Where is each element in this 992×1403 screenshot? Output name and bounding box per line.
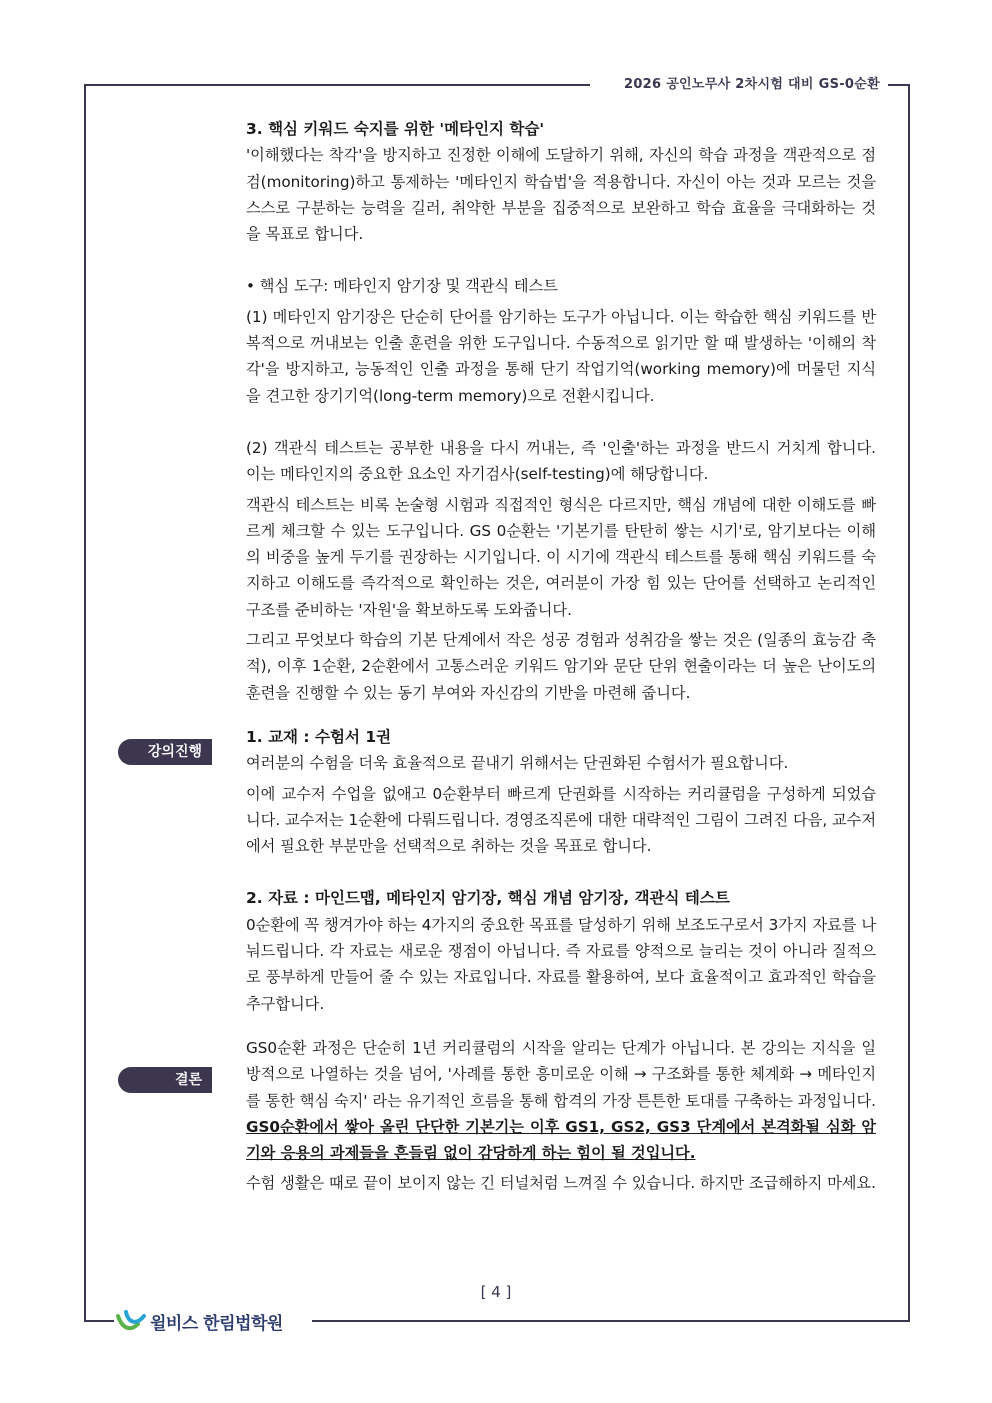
conclusion-text: GS0순환 과정은 단순히 1년 커리큘럼의 시작을 알리는 단계가 아닙니다. 본 강의는 지식을 일방적으로 나열하는 것을 넘어, '사례를 통한 흥미로운 이해 → 구조화를 통한 체계화 → 메타인지를 통한 핵심 숙지' 라는 유기적인 흐름을 통해 합격의 가장 튼튼한 토대를 구축하는 과정입니다. (246, 1038, 876, 1110)
frame-bottom-left (84, 1320, 114, 1322)
conclusion-para1 (246, 1035, 876, 1166)
footer-logo (116, 1306, 283, 1336)
section3-para: '이해했다는 착각'을 방지하고 진정한 이해에 도달하기 위해, 자신의 학습 과정을 객관적으로 점검(monitoring)하고 통제하는 '메타인지 학습법'을 적용합니다. 자신이 아는 것과 모르는 것을 스스로 구분하는 능력을 길러, 취약한 부분을 집중적으로 보완하고 학습 효율을 극대화하는 것을 목표로 합니다. (246, 146, 876, 244)
tool2-para: (2) 객관식 테스트는 공부한 내용을 다시 꺼내는, 즉 '인출'하는 과정을 반드시 거치게 합니다. 이는 메타인지의 중요한 요소인 자기검사(self-testing)에 해당합니다. (246, 438, 876, 484)
conclusion-emphasis: GS0순환에서 쌓아 올린 단단한 기본기는 이후 GS1, GS2, GS3 단계에서 본격화될 심화 암기와 응용의 과제들을 흔들림 없이 감당하게 하는 힘이 될 것입니다. (246, 1117, 876, 1163)
frame-bottom-right (312, 1320, 910, 1322)
lecture-item1-para1: 여러분의 수험을 더욱 효율적으로 끝내기 위해서는 단권화된 수험서가 필요합니다. (246, 754, 789, 773)
lecture-item1-title: 1. 교재 : 수험서 1권 (246, 727, 392, 746)
section3-title: 3. 핵심 키워드 숙지를 위한 '메타인지 학습' (246, 120, 545, 138)
lecture-item2-title: 2. 자료 : 마인드맵, 메타인지 암기장, 핵심 개념 암기장, 객관식 테스트 (246, 889, 730, 908)
page-number: [ 4 ] (480, 1283, 512, 1301)
conclusion-label: 결론 (118, 1067, 212, 1093)
conclusion-para2: 수험 생활은 때로 끝이 보이지 않는 긴 터널처럼 느껴질 수 있습니다. 하지만 조급해하지 마세요. (246, 1174, 876, 1193)
lecture-item1-para2: 이에 교수저 수업을 없애고 0순환부터 빠르게 단권화를 시작하는 커리큘럼을 구성하게 되었습니다. 교수저는 1순환에 다뤄드립니다. 경영조직론에 대한 대략적인 그림이 그려진 다음, 교수저에서 필요한 부분만을 선택적으로 취하는 것을 목표로 합니다. (246, 784, 876, 856)
lecture-item2-para: 0순환에 꼭 챙겨가야 하는 4가지의 중요한 목표를 달성하기 위해 보조도구로서 3가지 자료를 나눠드립니다. 각 자료는 새로운 쟁점이 아닙니다. 즉 자료를 양적으로 늘리는 것이 아니라 질적으로 풍부하게 만들어 줄 수 있는 자료입니다. 자료를 활용하여, 보다 효율적이고 효과적인 학습을 추구합니다. (246, 915, 876, 1013)
frame-top-left (84, 84, 590, 86)
header-title: 2026 공인노무사 2차시험 대비 GS-0순환 (623, 77, 880, 92)
tool2c-para: 그리고 무엇보다 학습의 기본 단계에서 작은 성공 경험과 성취감을 쌓는 것은 (일종의 효능감 축적), 이후 1순환, 2순환에서 고통스러운 키워드 암기와 문단 단위 현출이라는 더 높은 난이도의 훈련을 진행할 수 있는 동기 부여와 자신감의 기반을 마련해 줍니다. (246, 631, 876, 702)
tool2b-para: 객관식 테스트는 비록 논술형 시험과 직접적인 형식은 다르지만, 핵심 개념에 대한 이해도를 빠르게 체크할 수 있는 도구입니다. GS 0순환는 '기본기를 탄탄히 쌓는 시기'로, 암기보다는 이해의 비중을 높게 두기를 권장하는 시기입니다. 이 시기에 객관식 테스트를 통해 핵심 키워드를 숙지하고 이해도를 즉각적으로 확인하는 것은, 여러분이 가장 힘 있는 단어를 선택하고 논리적인 구조를 준비하는 '자원'을 확보하도록 도와줍니다. (246, 495, 876, 619)
frame-top-right (888, 84, 910, 86)
logo-text: 윌비스 한림법학원 (150, 1313, 283, 1334)
tool1-para: (1) 메타인지 암기장은 단순히 단어를 암기하는 도구가 아닙니다. 이는 학습한 핵심 키워드를 반복적으로 꺼내보는 인출 훈련을 위한 도구입니다. 수동적으로 읽기만 할 때 발생하는 '이해의 착각'을 방지하고, 능동적인 인출 과정을 통해 단기 작업기억(working memory)에 머물던 지식을 견고한 장기기억(long-term memory)으로 전환시킵니다. (246, 307, 877, 405)
frame-right (908, 84, 910, 1320)
page-content (246, 116, 876, 1197)
tool-bullet: • 핵심 도구: 메타인지 암기장 및 객관식 테스트 (246, 277, 558, 296)
lecture-label: 강의진행 (118, 739, 212, 765)
willbis-logo-icon (116, 1308, 146, 1334)
frame-left (84, 84, 86, 1320)
